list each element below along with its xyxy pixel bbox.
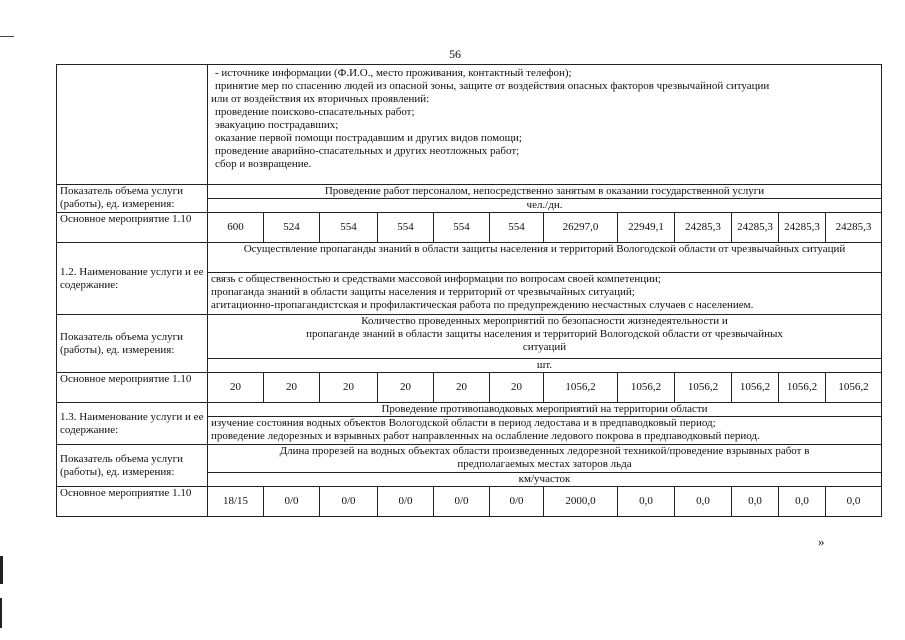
value-cell: 22949,1 — [618, 213, 675, 243]
block3-unit: км/участок — [208, 473, 882, 487]
block3-service-label: 1.3. Наименование услуги и ее содержание: — [57, 403, 208, 445]
block3-service-title: Проведение противопаводковых мероприятий на территории области — [208, 403, 882, 417]
intro-label-cell — [57, 65, 208, 185]
value-cell: 524 — [264, 213, 320, 243]
value-cell: 554 — [378, 213, 434, 243]
value-cell: 0,0 — [618, 487, 675, 517]
scan-edge-line — [0, 36, 14, 37]
intro-line: принятие мер по спасению людей из опасной зоны, защите от воздействия опасных факторов чрезвычайной ситуации — [215, 80, 770, 92]
value-cell: 0,0 — [779, 487, 826, 517]
block3-service-row — [57, 403, 882, 417]
block1-unit: чел./дн. — [208, 199, 882, 213]
value-cell: 1056,2 — [826, 373, 882, 403]
scan-edge-mark — [0, 598, 2, 628]
content-line: пропаганда знаний в области защиты населения и территорий от чрезвычайных ситуаций; — [211, 286, 635, 298]
block2-event-label: Основное мероприятие 1.10 — [57, 373, 208, 403]
value-cell: 24285,3 — [779, 213, 826, 243]
value-cell: 1056,2 — [544, 373, 618, 403]
block3-service-content — [208, 417, 882, 445]
indicator-line: пропаганде знаний в области защиты населения и территорий Вологодской области от чрезвычайных — [306, 328, 783, 340]
value-cell: 20 — [490, 373, 544, 403]
block3-indicator-text — [208, 445, 882, 473]
value-cell: 20 — [208, 373, 264, 403]
value-cell: 24285,3 — [826, 213, 882, 243]
content-line: изучение состояния водных объектов Вологодской области в период ледостава и в предпаводковый период; — [211, 417, 716, 429]
block3-values-row — [57, 487, 882, 517]
block3-event-label: Основное мероприятие 1.10 — [57, 487, 208, 517]
value-cell: 20 — [434, 373, 490, 403]
value-cell: 1056,2 — [779, 373, 826, 403]
value-cell: 554 — [490, 213, 544, 243]
indicator-line: Длина прорезей на водных объектах области произведенных ледорезной техникой/проведение взрывных работ в — [279, 445, 810, 457]
block1-indicator-row — [57, 185, 882, 199]
value-cell: 0/0 — [378, 487, 434, 517]
value-cell: 554 — [320, 213, 378, 243]
value-cell: 1056,2 — [732, 373, 779, 403]
value-cell: 18/15 — [208, 487, 264, 517]
intro-line: сбор и возвращение. — [215, 158, 312, 170]
content-line: связь с общественностью и средствами массовой информации по вопросам своей компетенции; — [211, 273, 661, 285]
block1-values-row — [57, 213, 882, 243]
value-cell: 0,0 — [732, 487, 779, 517]
intro-line: - источнике информации (Ф.И.О., место проживания, контактный телефон); — [215, 67, 572, 79]
block2-service-title: Осуществление пропаганды знаний в области защиты населения и территорий Вологодской области от чрезвычайных ситуаций — [208, 243, 882, 273]
value-cell: 0/0 — [264, 487, 320, 517]
scan-edge-mark — [0, 556, 3, 584]
content-line: агитационно-пропагандистская и профилактическая работа по предупреждению несчастных случаев с населением. — [211, 299, 754, 311]
value-cell: 0/0 — [434, 487, 490, 517]
page-number: 56 — [449, 47, 461, 61]
block1-indicator-text: Проведение работ персоналом, непосредственно занятым в оказании государственной услуги — [208, 185, 882, 199]
value-cell: 600 — [208, 213, 264, 243]
indicator-line: ситуаций — [522, 341, 567, 353]
content-line: проведение ледорезных и взрывных работ направленных на ослабление ледового покрова в предпаводковый период. — [211, 430, 760, 442]
value-cell: 20 — [264, 373, 320, 403]
block3-indicator-row — [57, 445, 882, 473]
block1-event-label: Основное мероприятие 1.10 — [57, 213, 208, 243]
value-cell: 1056,2 — [675, 373, 732, 403]
intro-line: или от воздействия их вторичных проявлений: — [211, 93, 430, 105]
block2-indicator-label: Показатель объема услуги (работы), ед. измерения: — [57, 315, 208, 373]
intro-line: эвакуацию пострадавших; — [215, 119, 339, 131]
intro-text-cell — [208, 65, 882, 185]
block2-indicator-row — [57, 315, 882, 359]
closing-quote-mark: » — [818, 534, 825, 549]
block2-unit: шт. — [208, 359, 882, 373]
value-cell: 1056,2 — [618, 373, 675, 403]
value-cell: 26297,0 — [544, 213, 618, 243]
block3-indicator-label: Показатель объема услуги (работы), ед. измерения: — [57, 445, 208, 487]
value-cell: 24285,3 — [732, 213, 779, 243]
intro-line: оказание первой помощи пострадавшим и других видов помощи; — [215, 132, 522, 144]
value-cell: 20 — [378, 373, 434, 403]
intro-row — [57, 65, 882, 185]
block2-service-row — [57, 243, 882, 273]
value-cell: 24285,3 — [675, 213, 732, 243]
value-cell: 2000,0 — [544, 487, 618, 517]
block2-indicator-text — [208, 315, 882, 359]
intro-line: проведение аварийно-спасательных и других неотложных работ; — [215, 145, 520, 157]
value-cell: 0,0 — [675, 487, 732, 517]
block2-service-label: 1.2. Наименование услуги и ее содержание: — [57, 243, 208, 315]
indicator-line: Количество проведенных мероприятий по безопасности жизнедеятельности и — [361, 315, 728, 327]
value-cell: 0/0 — [490, 487, 544, 517]
value-cell: 554 — [434, 213, 490, 243]
block2-values-row — [57, 373, 882, 403]
value-cell: 0/0 — [320, 487, 378, 517]
services-table — [56, 64, 882, 517]
block1-indicator-label: Показатель объема услуги (работы), ед. измерения: — [57, 185, 208, 213]
indicator-line: предполагаемых местах заторов льда — [457, 458, 632, 470]
value-cell: 20 — [320, 373, 378, 403]
intro-line: проведение поисково-спасательных работ; — [215, 106, 415, 118]
block2-service-content — [208, 273, 882, 315]
value-cell: 0,0 — [826, 487, 882, 517]
